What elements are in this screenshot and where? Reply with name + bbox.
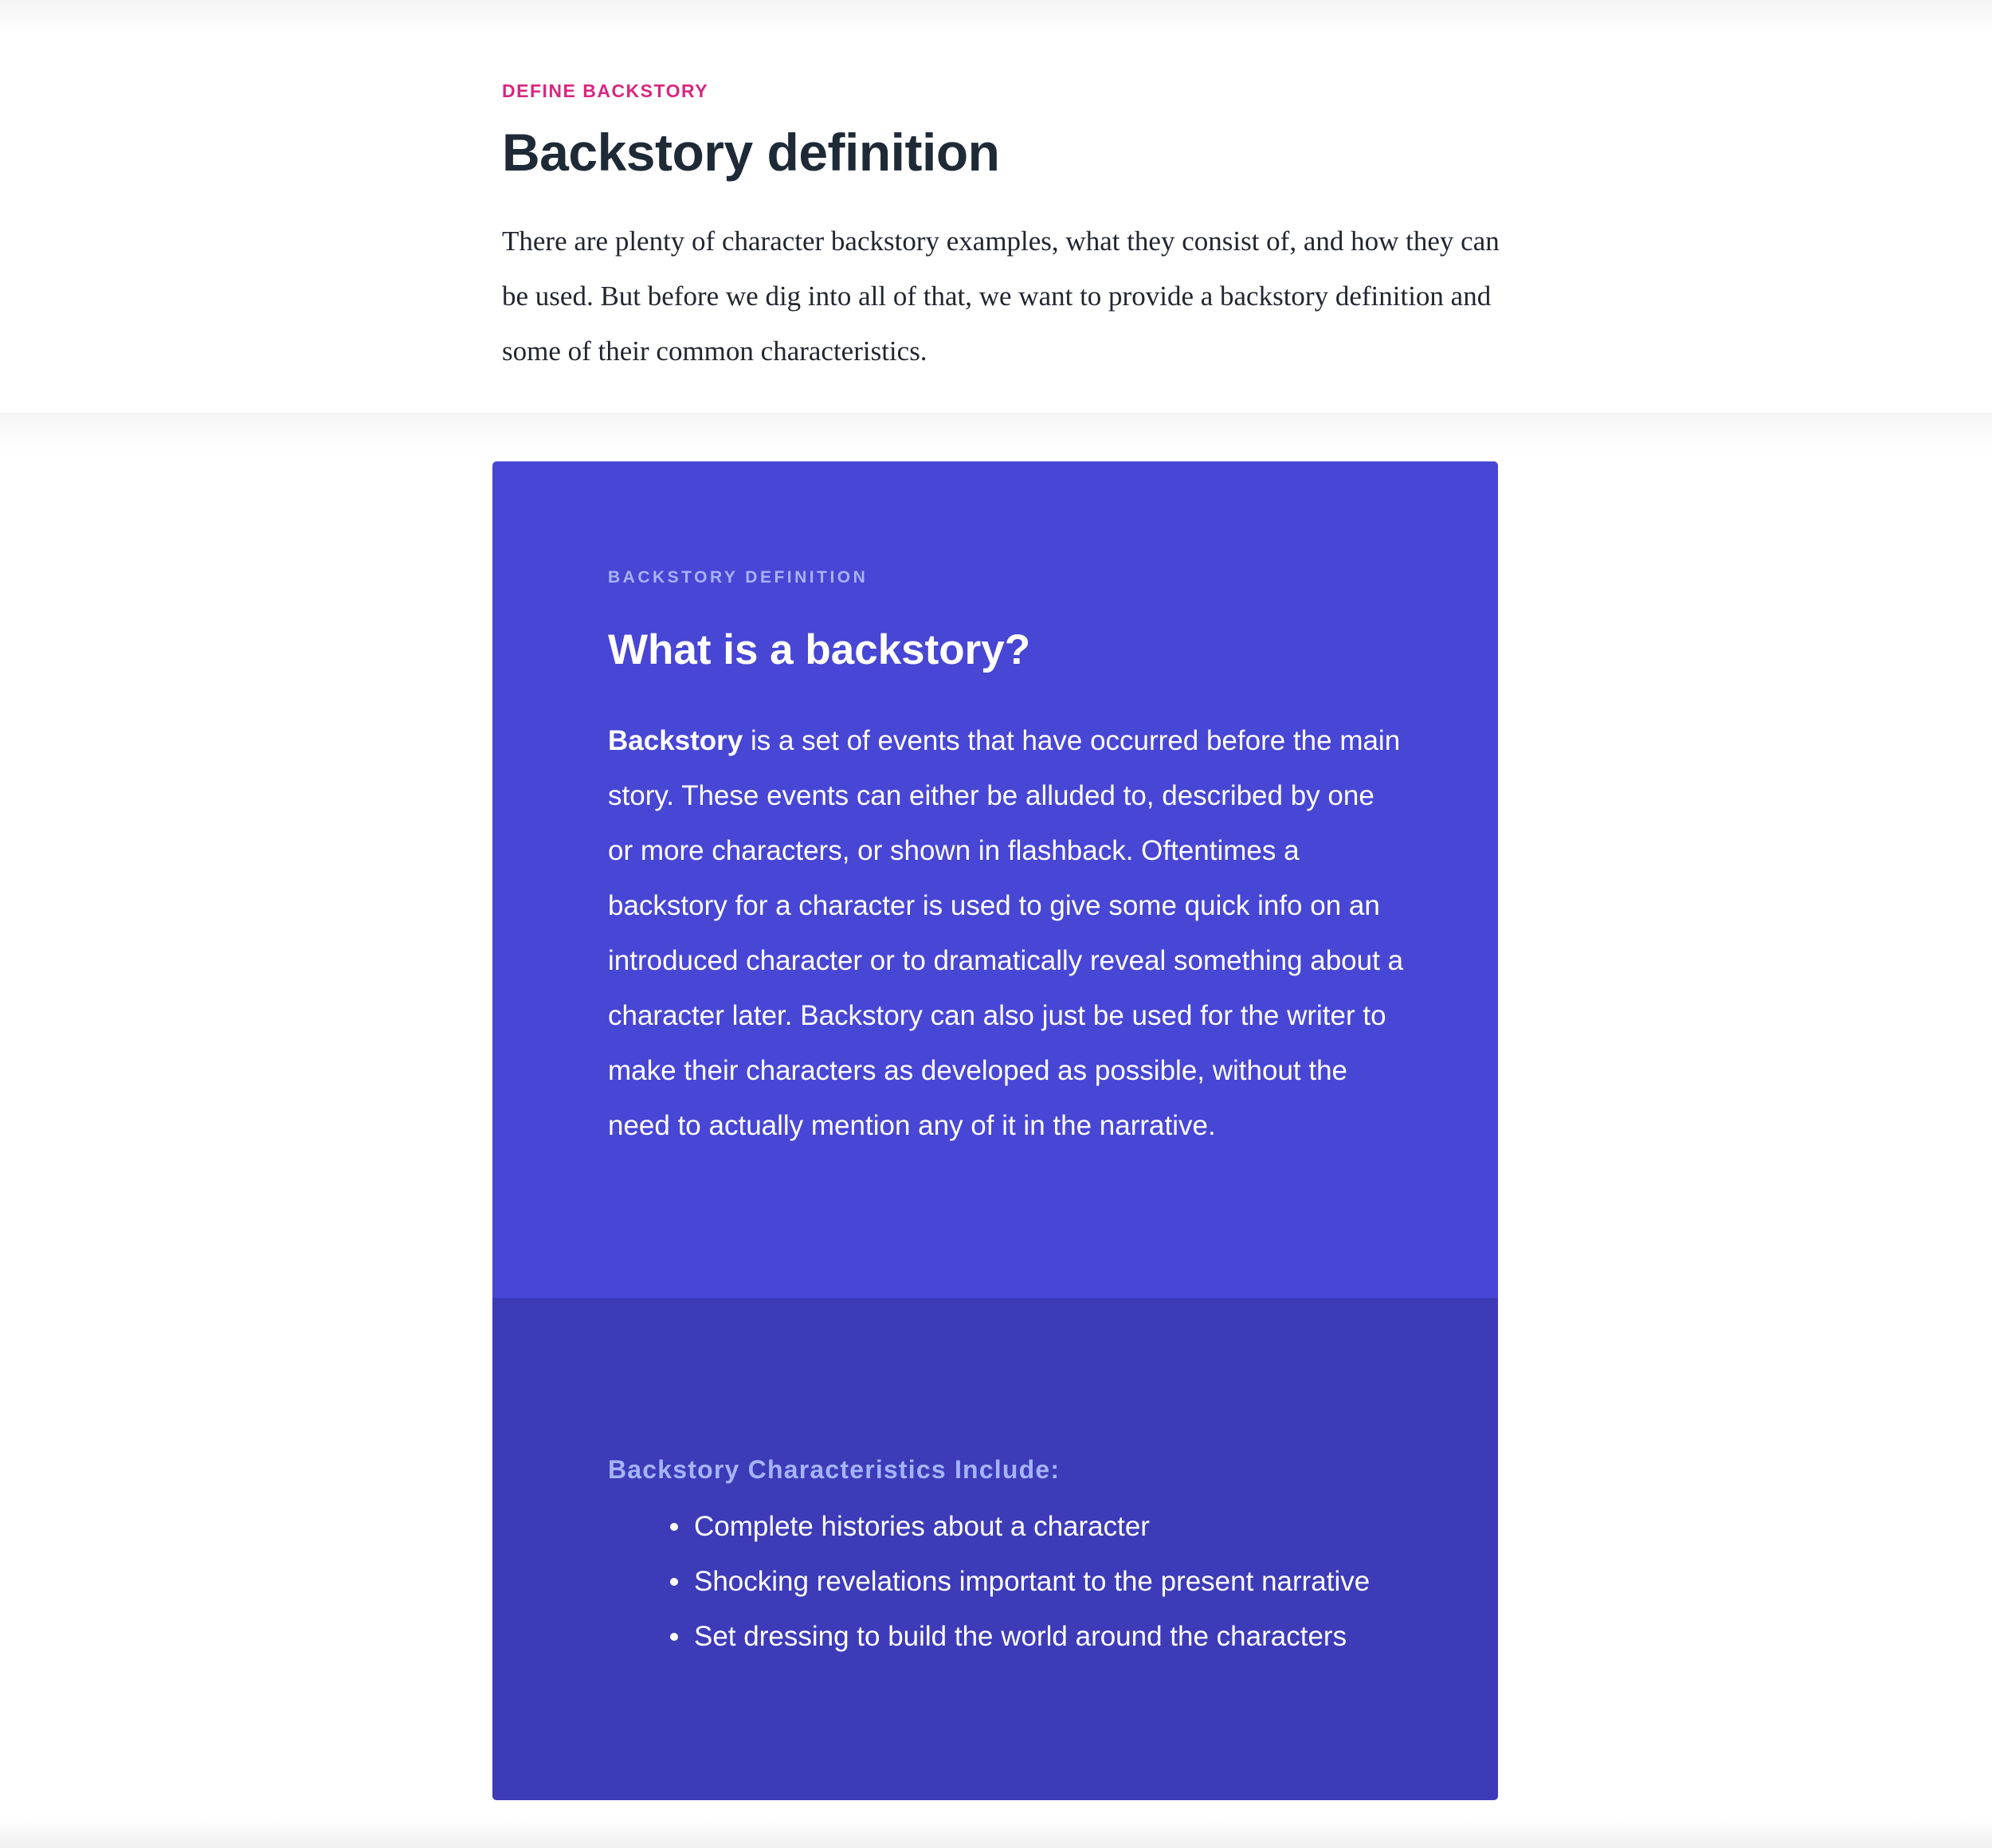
page-title: Backstory definition (502, 123, 1000, 182)
definition-term: Backstory (608, 725, 743, 756)
definition-card (492, 461, 1498, 1800)
list-item-text: Set dressing to build the world around the characters (694, 1621, 1347, 1652)
list-item-text: Shocking revelations important to the present narrative (694, 1566, 1370, 1597)
card-title: What is a backstory? (608, 626, 1031, 673)
section-divider-shadow (0, 413, 1992, 453)
list-item (694, 1499, 1405, 1554)
list-item (694, 1554, 1405, 1609)
bottom-shadow (0, 1821, 1992, 1848)
list-item (694, 1609, 1405, 1664)
intro-paragraph: There are plenty of character backstory examples, what they consist of, and how they can be used. But before we dig into all of that, we want to provide a backstory definition and some of their common characteristics. (502, 226, 1500, 367)
bullet-icon (670, 1633, 678, 1641)
bullet-icon (670, 1578, 678, 1586)
characteristics-content (608, 1450, 1405, 1664)
section-eyebrow: DEFINE BACKSTORY (502, 80, 709, 101)
definition-content (608, 565, 1405, 1153)
list-item-text: Complete histories about a character (694, 1511, 1150, 1542)
characteristics-heading: Backstory Characteristics Include: (608, 1455, 1061, 1484)
bullet-icon (670, 1523, 678, 1531)
characteristics-list (608, 1499, 1405, 1664)
intro-section (502, 77, 1506, 379)
definition-body: is a set of events that have occurred before the main story. These events can either be alluded to, described by one or more characters, or shown in flashback. Oftentimes a backstory for a character is used to give some quick info on an introduced character or to dramatically reveal something about a character later. Backstory can also just be used for the writer to make their characters as developed as possible, without the need to actually mention any of it in the narrative. (608, 725, 1404, 1141)
definition-paragraph (608, 713, 1405, 1153)
card-eyebrow: BACKSTORY DEFINITION (608, 568, 869, 587)
top-shadow (0, 0, 1992, 32)
